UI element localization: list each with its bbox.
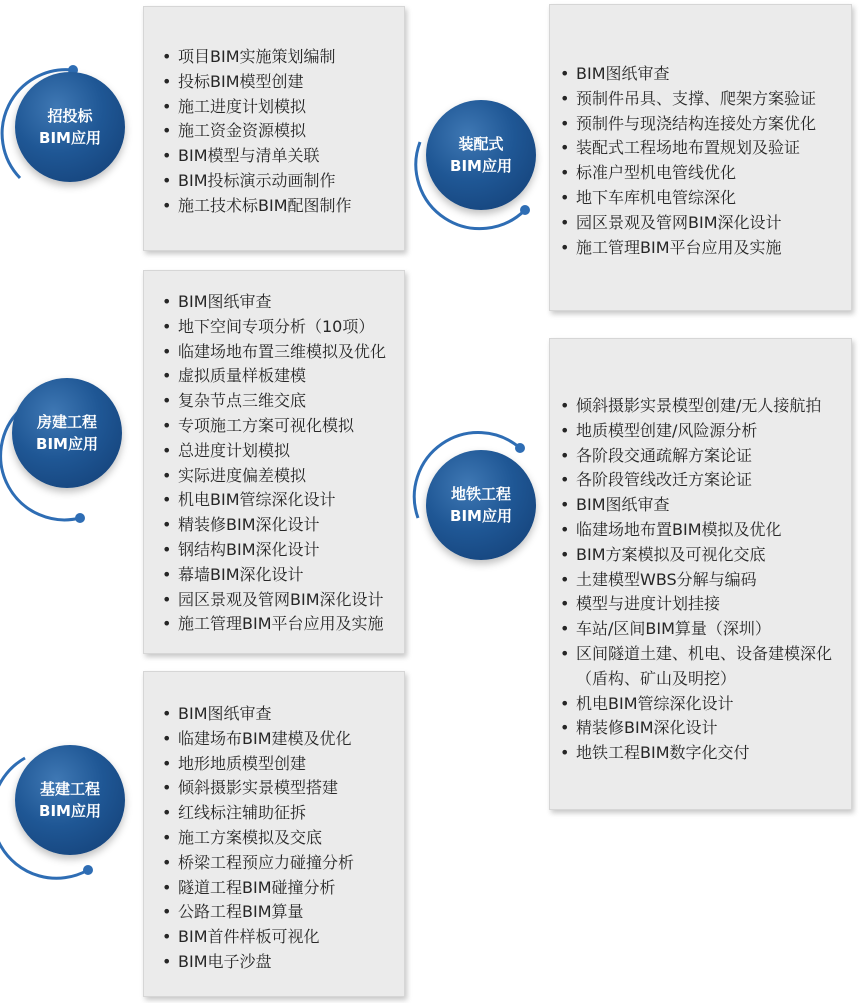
list-item: • 精装修BIM深化设计: [560, 716, 843, 741]
list-item: • 实际进度偏差模拟: [162, 464, 404, 489]
building-panel: [143, 270, 405, 654]
list-item: • 项目BIM实施策划编制: [162, 45, 404, 70]
list-item: • 园区景观及管网BIM深化设计: [560, 211, 851, 236]
metro-title-line1: 地铁工程: [450, 485, 511, 503]
list-item: • 施工资金资源模拟: [162, 119, 404, 144]
list-item: • 虚拟质量样板建模: [162, 364, 404, 389]
list-item: • 园区景观及管网BIM深化设计: [162, 588, 404, 613]
list-item: • 施工进度计划模拟: [162, 95, 404, 120]
prefab-list: [560, 62, 851, 260]
list-item: • BIM模型与清单关联: [162, 144, 404, 169]
list-item: • 施工管理BIM平台应用及实施: [162, 612, 404, 637]
list-item: • 土建模型WBS分解与编码: [560, 568, 843, 593]
tender-badge: [15, 72, 125, 182]
tender-list: [162, 45, 404, 219]
list-item: • 专项施工方案可视化模拟: [162, 414, 404, 439]
building-title-line2: BIM应用: [36, 435, 98, 453]
list-item: • BIM首件样板可视化: [162, 925, 404, 950]
list-item: • 复杂节点三维交底: [162, 389, 404, 414]
prefab-title-line2: BIM应用: [450, 157, 512, 175]
infra-list: [162, 702, 404, 975]
infra-title-line1: 基建工程: [39, 780, 100, 798]
building-badge: [12, 378, 122, 488]
list-item: • BIM投标演示动画制作: [162, 169, 404, 194]
list-item: • 投标BIM模型创建: [162, 70, 404, 95]
list-item: • 机电BIM管综深化设计: [162, 488, 404, 513]
metro-panel: [549, 338, 852, 810]
list-item: • 车站/区间BIM算量（深圳）: [560, 617, 843, 642]
building-list: [162, 290, 404, 637]
list-item: • 施工方案模拟及交底: [162, 826, 404, 851]
list-item: • 钢结构BIM深化设计: [162, 538, 404, 563]
list-item: • 机电BIM管综深化设计: [560, 692, 843, 717]
prefab-panel: [549, 4, 852, 311]
list-item: • 施工管理BIM平台应用及实施: [560, 236, 851, 261]
list-item: • 幕墙BIM深化设计: [162, 563, 404, 588]
list-item: • 临建场地布置BIM模拟及优化: [560, 518, 843, 543]
list-item: • 模型与进度计划挂接: [560, 592, 843, 617]
list-item: • 地形地质模型创建: [162, 752, 404, 777]
list-item: • 各阶段交通疏解方案论证: [560, 444, 843, 469]
infra-panel: [143, 671, 405, 997]
list-item: • BIM图纸审查: [560, 493, 843, 518]
list-item: • 地下空间专项分析（10项）: [162, 315, 404, 340]
list-item: • 标准户型机电管线优化: [560, 161, 851, 186]
metro-list: [560, 394, 843, 766]
infra-badge: [15, 745, 125, 855]
list-item: • BIM图纸审查: [162, 702, 404, 727]
infra-title-line2: BIM应用: [39, 802, 101, 820]
list-item: • 精装修BIM深化设计: [162, 513, 404, 538]
list-item: • 地下车库机电管综深化: [560, 186, 851, 211]
list-item: • 红线标注辅助征拆: [162, 801, 404, 826]
list-item: • 各阶段管线改迁方案论证: [560, 468, 843, 493]
list-item: • 倾斜摄影实景模型创建/无人接航拍: [560, 394, 843, 419]
prefab-title-line1: 装配式: [458, 135, 504, 153]
list-item: • 桥梁工程预应力碰撞分析: [162, 851, 404, 876]
tender-title-line1: 招投标: [47, 107, 93, 125]
list-item: • 临建场地布置三维模拟及优化: [162, 340, 404, 365]
list-item: • BIM图纸审查: [162, 290, 404, 315]
list-item: • 施工技术标BIM配图制作: [162, 194, 404, 219]
list-item: • 公路工程BIM算量: [162, 900, 404, 925]
list-item: • 区间隧道土建、机电、设备建模深化（盾构、矿山及明挖）: [560, 642, 843, 692]
list-item: • BIM图纸审查: [560, 62, 851, 87]
list-item: • 预制件吊具、支撑、爬架方案验证: [560, 87, 851, 112]
prefab-badge: [426, 100, 536, 210]
list-item: • 临建场布BIM建模及优化: [162, 727, 404, 752]
list-item: • 隧道工程BIM碰撞分析: [162, 876, 404, 901]
metro-badge: [426, 450, 536, 560]
list-item: • 总进度计划模拟: [162, 439, 404, 464]
list-item: • 倾斜摄影实景模型搭建: [162, 776, 404, 801]
list-item: • 地质模型创建/风险源分析: [560, 419, 843, 444]
list-item: • BIM方案模拟及可视化交底: [560, 543, 843, 568]
list-item: • 装配式工程场地布置规划及验证: [560, 136, 851, 161]
tender-panel: [143, 6, 405, 251]
list-item: • 预制件与现浇结构连接处方案优化: [560, 112, 851, 137]
metro-title-line2: BIM应用: [450, 507, 512, 525]
tender-title-line2: BIM应用: [39, 129, 101, 147]
building-title-line1: 房建工程: [36, 413, 97, 431]
list-item: • 地铁工程BIM数字化交付: [560, 741, 843, 766]
list-item: • BIM电子沙盘: [162, 950, 404, 975]
